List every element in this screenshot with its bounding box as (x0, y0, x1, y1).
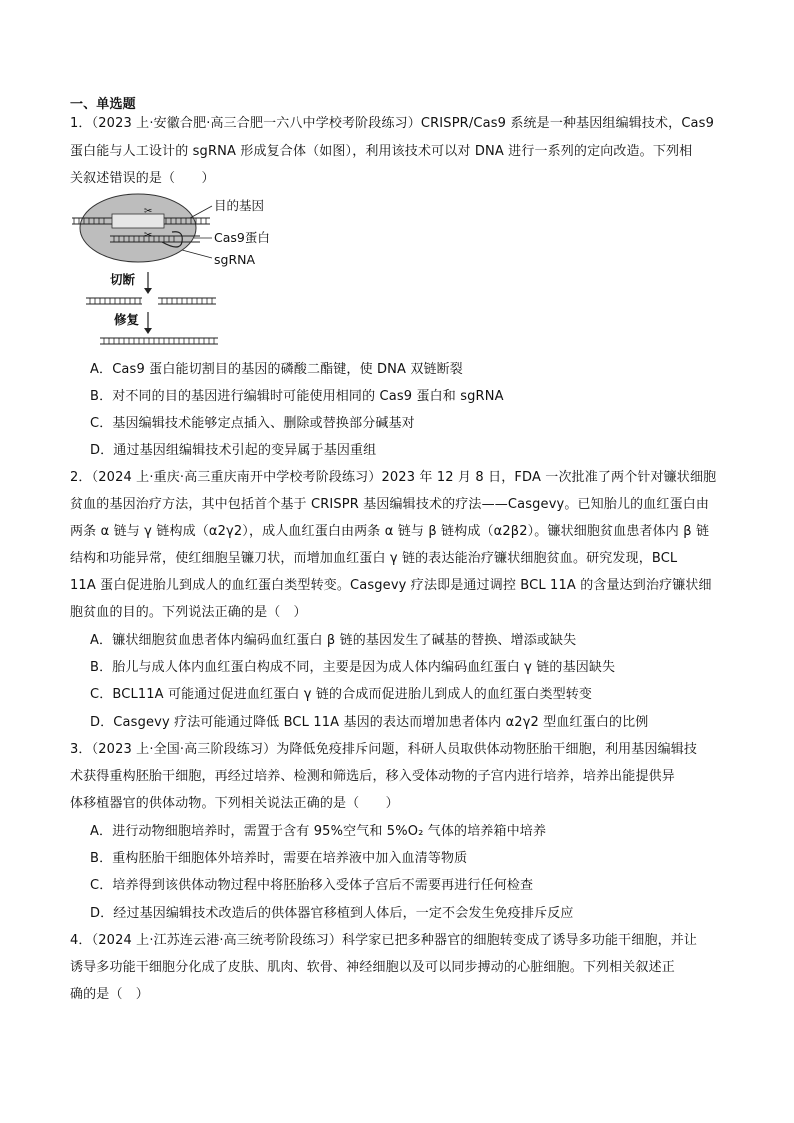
q4-line-2: 诱导多功能干细胞分化成了皮肤、肌肉、软骨、神经细胞以及可以同步搏动的心脏细胞。下列相关叙述正 (70, 960, 675, 975)
q3-line-1: 3．（2023 上·全国·高三阶段练习）为降低免疫排斥问题，科研人员取供体动物胚胎干细胞，利用基因编辑技 (70, 742, 698, 757)
q2-option-d: D．Casgevy 疗法可能通过降低 BCL 11A 基因的表达而增加患者体内 α2γ2 型血红蛋白的比例 (90, 715, 649, 730)
label-cut: 切断 (110, 272, 136, 287)
q1-option-a: A．Cas9 蛋白能切割目的基因的磷酸二酯键，使 DNA 双链断裂 (90, 362, 463, 377)
q2-line-5: 11A 蛋白促进胎儿到成人的血红蛋白类型转变。Casgevy 疗法即是通过调控 BCL 11A 的含量达到治疗镰状细 (70, 578, 712, 593)
q1-option-d: D．通过基因组编辑技术引起的变异属于基因重组 (90, 443, 377, 458)
q2-line-2: 贫血的基因治疗方法，其中包括首个基于 CRISPR 基因编辑技术的疗法——Casgevy。已知胎儿的血红蛋白由 (70, 497, 710, 512)
q3-option-c: C．培养得到该供体动物过程中将胚胎移入受体子宫后不需要再进行任何检查 (90, 878, 534, 893)
crispr-cas9-diagram (70, 192, 270, 354)
q2-line-3: 两条 α 链与 γ 链构成（α2γ2），成人血红蛋白由两条 α 链与 β 链构成（α2β2）。镰状细胞贫血患者体内 β 链 (70, 524, 710, 539)
q1-line-2: 蛋白能与人工设计的 sgRNA 形成复合体（如图），利用该技术可以对 DNA 进行一系列的定向改造。下列相 (70, 144, 693, 159)
crispr-cas9-figure (70, 192, 270, 354)
svg-text:✂: ✂ (144, 230, 153, 241)
q2-line-4: 结构和功能异常，使红细胞呈镰刀状，而增加血红蛋白 γ 链的表达能治疗镰状细胞贫血。研究发现，BCL (70, 551, 678, 566)
q4-line-3: 确的是（ ） (70, 987, 149, 1002)
q2-line-6: 胞贫血的目的。下列说法正确的是（ ） (70, 605, 307, 620)
label-repair: 修复 (114, 312, 140, 327)
q1-option-c: C．基因编辑技术能够定点插入、删除或替换部分碱基对 (90, 416, 415, 431)
q3-option-a: A．进行动物细胞培养时，需置于含有 95%空气和 5%O₂ 气体的培养箱中培养 (90, 824, 547, 839)
label-target-gene: 目的基因 (214, 198, 265, 213)
section-title: 一、单选题 (70, 97, 136, 112)
q2-option-c: C．BCL11A 可能通过促进血红蛋白 γ 链的合成而促进胎儿到成人的血红蛋白类型转变 (90, 687, 593, 702)
q3-option-b: B．重构胚胎干细胞体外培养时，需要在培养液中加入血清等物质 (90, 851, 468, 866)
q2-option-a: A．镰状细胞贫血患者体内编码血红蛋白 β 链的基因发生了碱基的替换、增添或缺失 (90, 633, 577, 648)
svg-text:✂: ✂ (144, 206, 153, 217)
q3-line-3: 体移植器官的供体动物。下列相关说法正确的是（ ） (70, 796, 399, 811)
repair-arrow-icon (144, 328, 152, 334)
q2-option-b: B．胎儿与成人体内血红蛋白构成不同，主要是因为成人体内编码血红蛋白 γ 链的基因缺失 (90, 660, 616, 675)
q3-option-d: D．经过基因编辑技术改造后的供体器官移植到人体后，一定不会发生免疫排斥反应 (90, 906, 574, 921)
q3-line-2: 术获得重构胚胎干细胞，再经过培养、检测和筛选后，移入受体动物的子宫内进行培养，培养出能提供异 (70, 769, 675, 784)
label-sgrna: sgRNA (214, 252, 256, 267)
label-cas9-protein: Cas9蛋白 (214, 230, 270, 245)
q2-line-1: 2．（2024 上·重庆·高三重庆南开中学校考阶段练习）2023 年 12 月 8 日，FDA 一次批准了两个针对镰状细胞 (70, 470, 717, 485)
q1-option-b: B．对不同的目的基因进行编辑时可能使用相同的 Cas9 蛋白和 sgRNA (90, 389, 504, 404)
q1-line-3: 关叙述错误的是（ ） (70, 171, 215, 186)
q1-line-1: 1．（2023 上·安徽合肥·高三合肥一六八中学校考阶段练习）CRISPR/Cas9 系统是一种基因组编辑技术，Cas9 (70, 116, 715, 131)
q4-line-1: 4．（2024 上·江苏连云港·高三统考阶段练习）科学家已把多种器官的细胞转变成了诱导多功能干细胞，并让 (70, 933, 698, 948)
cut-arrow-icon (144, 288, 152, 294)
